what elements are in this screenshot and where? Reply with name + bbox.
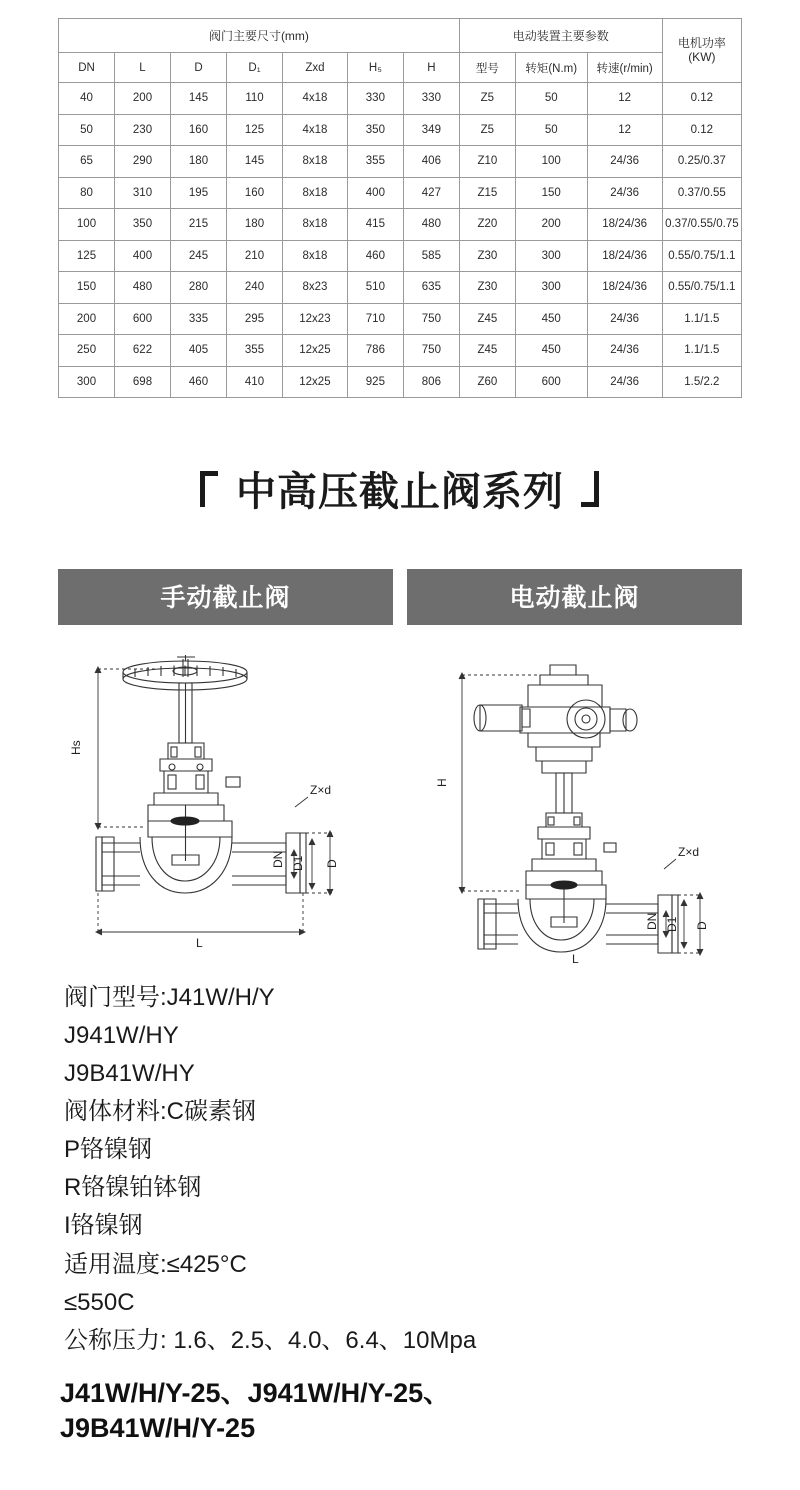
model-line: J9B41W/H/Y-25 <box>60 1412 256 1443</box>
cell: 12x23 <box>283 303 348 335</box>
cell: Z15 <box>459 177 515 209</box>
cell: 12x25 <box>283 335 348 367</box>
cell: 8x18 <box>283 146 348 178</box>
cell: 0.12 <box>662 83 741 115</box>
spec-line: 阀门型号:J41W/H/Y <box>64 984 275 1011</box>
cell: Z5 <box>459 83 515 115</box>
series-title-text: 中高压截止阀系列 <box>236 470 564 514</box>
cell: 480 <box>115 272 171 304</box>
cell: 24/36 <box>587 335 662 367</box>
col-header-torque: 转矩(N.m) <box>515 53 587 83</box>
electric-valve-column <box>407 569 742 625</box>
group-header-motor-power <box>662 19 741 83</box>
cell: 200 <box>515 209 587 241</box>
label-dn: DN <box>645 912 659 930</box>
cell: 24/36 <box>587 303 662 335</box>
cell: 24/36 <box>587 146 662 178</box>
manual-valve-drawing <box>40 647 400 967</box>
cell: 622 <box>115 335 171 367</box>
cell: 40 <box>59 83 115 115</box>
spec-table-head <box>59 19 742 83</box>
cell: 125 <box>227 114 283 146</box>
model-line: J41W/H/Y-25、J941W/H/Y-25、 <box>60 1377 451 1408</box>
cell: 460 <box>171 366 227 398</box>
label-d: D <box>325 859 339 868</box>
spec-table-container <box>0 0 800 398</box>
cell: 295 <box>227 303 283 335</box>
label-zxd: Z×d <box>310 783 332 797</box>
cell: 195 <box>171 177 227 209</box>
col-header-model: 型号 <box>459 53 515 83</box>
cell: 415 <box>347 209 403 241</box>
label-d1: D1 <box>665 916 679 932</box>
cell: 290 <box>115 146 171 178</box>
cell: Z60 <box>459 366 515 398</box>
cell: 400 <box>115 240 171 272</box>
cell: 200 <box>115 83 171 115</box>
cell: Z5 <box>459 114 515 146</box>
cell: 450 <box>515 303 587 335</box>
cell: 24/36 <box>587 366 662 398</box>
cell: 300 <box>515 272 587 304</box>
cell: 245 <box>171 240 227 272</box>
cell: 150 <box>515 177 587 209</box>
col-header-h: H <box>403 53 459 83</box>
cell: 750 <box>403 303 459 335</box>
cell: Z20 <box>459 209 515 241</box>
spec-table-body <box>59 83 742 398</box>
cell: 18/24/36 <box>587 240 662 272</box>
cell: 400 <box>347 177 403 209</box>
cell: 1.1/1.5 <box>662 303 741 335</box>
cell: 215 <box>171 209 227 241</box>
spec-line: ≤550C <box>64 1288 135 1316</box>
cell: 180 <box>171 146 227 178</box>
cell: 600 <box>515 366 587 398</box>
cell: 480 <box>403 209 459 241</box>
cell: 125 <box>59 240 115 272</box>
cell: 750 <box>403 335 459 367</box>
electric-valve-heading: 电动截止阀 <box>407 569 742 625</box>
label-zxd: Z×d <box>678 845 700 859</box>
cell: 600 <box>115 303 171 335</box>
cell: 12x25 <box>283 366 348 398</box>
valve-drawings <box>0 647 800 967</box>
cell: 100 <box>515 146 587 178</box>
cell: 12 <box>587 83 662 115</box>
series-title <box>0 460 800 517</box>
title-bracket-left-icon <box>200 469 220 509</box>
cell: Z45 <box>459 303 515 335</box>
cell: Z45 <box>459 335 515 367</box>
cell: 145 <box>227 146 283 178</box>
manual-valve-heading: 手动截止阀 <box>58 569 393 625</box>
electric-valve-drawing <box>400 647 760 967</box>
cell: 160 <box>227 177 283 209</box>
cell: 18/24/36 <box>587 209 662 241</box>
cell: 355 <box>347 146 403 178</box>
cell: 12 <box>587 114 662 146</box>
cell: 210 <box>227 240 283 272</box>
label-hs: Hs <box>69 740 83 755</box>
table-row <box>59 335 742 367</box>
cell: 280 <box>171 272 227 304</box>
table-row <box>59 303 742 335</box>
cell: 24/36 <box>587 177 662 209</box>
cell: 0.37/0.55/0.75 <box>662 209 741 241</box>
cell: 330 <box>403 83 459 115</box>
cell: 1.1/1.5 <box>662 335 741 367</box>
cell: 0.12 <box>662 114 741 146</box>
table-row <box>59 83 742 115</box>
cell: 4x18 <box>283 114 348 146</box>
cell: 405 <box>171 335 227 367</box>
cell: Z10 <box>459 146 515 178</box>
cell: 8x23 <box>283 272 348 304</box>
motor-power-line2: (KW) <box>688 49 716 64</box>
cell: 300 <box>515 240 587 272</box>
label-l: L <box>572 952 579 966</box>
cell: 300 <box>59 366 115 398</box>
spec-line: 阀体材料:C碳素钢 <box>64 1098 256 1126</box>
cell: 240 <box>227 272 283 304</box>
model-number-block <box>0 1376 800 1446</box>
cell: 0.25/0.37 <box>662 146 741 178</box>
spec-line: I铬镍钢 <box>64 1212 143 1240</box>
cell: 110 <box>227 83 283 115</box>
cell: Z30 <box>459 240 515 272</box>
table-row <box>59 240 742 272</box>
cell: 806 <box>403 366 459 398</box>
cell: 80 <box>59 177 115 209</box>
spec-line: 适用温度:≤425°C <box>64 1250 247 1278</box>
spec-line: 公称压力: 1.6、2.5、4.0、6.4、10Mpa <box>64 1326 477 1354</box>
cell: 355 <box>227 335 283 367</box>
table-row <box>59 366 742 398</box>
table-row <box>59 114 742 146</box>
cell: 330 <box>347 83 403 115</box>
cell: 65 <box>59 146 115 178</box>
spec-table-column-row <box>59 53 742 83</box>
valve-type-headings <box>0 569 800 625</box>
cell: 460 <box>347 240 403 272</box>
title-bracket-right-icon <box>580 469 600 509</box>
spec-line: R铬镍铂钵钢 <box>64 1174 202 1202</box>
cell: 50 <box>515 83 587 115</box>
table-row <box>59 209 742 241</box>
cell: 230 <box>115 114 171 146</box>
cell: 0.55/0.75/1.1 <box>662 272 741 304</box>
cell: 925 <box>347 366 403 398</box>
table-row <box>59 146 742 178</box>
spec-line: P铬镍钢 <box>64 1136 153 1164</box>
cell: 145 <box>171 83 227 115</box>
cell: 150 <box>59 272 115 304</box>
col-header-d1: D₁ <box>227 53 283 83</box>
cell: 710 <box>347 303 403 335</box>
cell: 335 <box>171 303 227 335</box>
col-header-dn: DN <box>59 53 115 83</box>
spec-description <box>0 981 800 1358</box>
col-header-zxd: Zxd <box>283 53 348 83</box>
cell: 4x18 <box>283 83 348 115</box>
cell: 310 <box>115 177 171 209</box>
cell: 50 <box>59 114 115 146</box>
cell: 8x18 <box>283 209 348 241</box>
cell: 18/24/36 <box>587 272 662 304</box>
cell: 349 <box>403 114 459 146</box>
label-h: H <box>435 778 449 787</box>
cell: 585 <box>403 240 459 272</box>
cell: 8x18 <box>283 240 348 272</box>
cell: 635 <box>403 272 459 304</box>
cell: 1.5/2.2 <box>662 366 741 398</box>
motor-power-line1: 电机功率 <box>677 35 726 50</box>
cell: 200 <box>59 303 115 335</box>
cell: 0.55/0.75/1.1 <box>662 240 741 272</box>
cell: 786 <box>347 335 403 367</box>
label-dn: DN <box>271 850 285 868</box>
cell: 160 <box>171 114 227 146</box>
cell: 510 <box>347 272 403 304</box>
label-l: L <box>196 936 203 950</box>
cell: 0.37/0.55 <box>662 177 741 209</box>
col-header-hs: H₅ <box>347 53 403 83</box>
col-header-l: L <box>115 53 171 83</box>
cell: 100 <box>59 209 115 241</box>
cell: 350 <box>347 114 403 146</box>
table-row <box>59 177 742 209</box>
group-header-actuator-params: 电动装置主要参数 <box>459 19 662 53</box>
spec-line: J941W/HY <box>64 1022 179 1050</box>
spec-table-group-row <box>59 19 742 53</box>
table-row <box>59 272 742 304</box>
cell: 250 <box>59 335 115 367</box>
group-header-valve-dimensions: 阀门主要尺寸(mm) <box>59 19 460 53</box>
cell: 50 <box>515 114 587 146</box>
col-header-speed: 转速(r/min) <box>587 53 662 83</box>
cell: 406 <box>403 146 459 178</box>
col-header-d: D <box>171 53 227 83</box>
cell: 410 <box>227 366 283 398</box>
cell: 427 <box>403 177 459 209</box>
cell: 350 <box>115 209 171 241</box>
cell: 450 <box>515 335 587 367</box>
label-d: D <box>695 921 709 930</box>
cell: 180 <box>227 209 283 241</box>
manual-valve-column <box>58 569 393 625</box>
spec-line: J9B41W/HY <box>64 1060 195 1088</box>
label-d1: D1 <box>291 855 305 871</box>
cell: 698 <box>115 366 171 398</box>
spec-table <box>58 18 742 398</box>
cell: 8x18 <box>283 177 348 209</box>
cell: Z30 <box>459 272 515 304</box>
